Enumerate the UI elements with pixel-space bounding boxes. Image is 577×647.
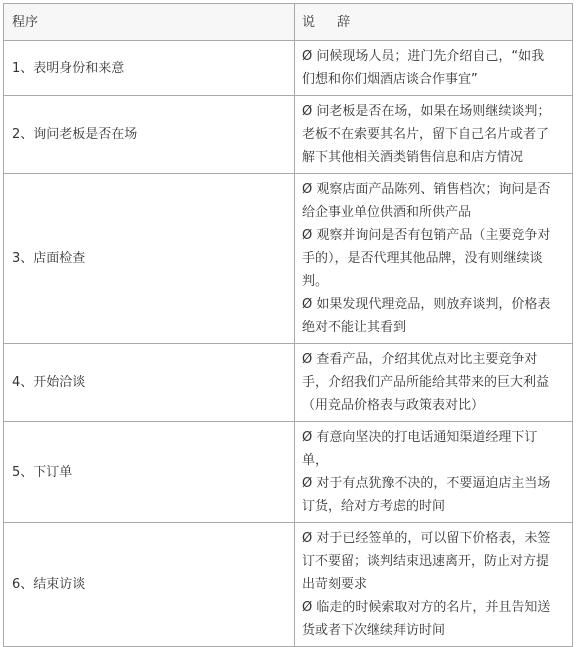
- script-line: 手，介绍我们产品所能给其带来的巨大利益: [302, 375, 550, 390]
- table-row: [4, 523, 573, 647]
- table-row: [4, 96, 573, 174]
- script-line: Ø 对于有点犹豫不决的，不要逼迫店主当场: [302, 476, 551, 491]
- procedure-cell: 3、店面检查: [4, 174, 295, 344]
- table-row: [4, 344, 573, 422]
- script-line: Ø 有意向坚决的打电话通知渠道经理下订: [302, 430, 538, 445]
- script-line: Ø 临走的时候索取对方的名片，并且告知送: [302, 600, 551, 615]
- script-line: Ø 观察并询问是否有包销产品（主要竞争对: [302, 228, 551, 243]
- table-header-row: [4, 4, 573, 41]
- script-line: 单，: [302, 453, 329, 468]
- script-line: 手的），是否代理其他品牌，没有则继续谈: [302, 251, 543, 266]
- script-line: Ø 问候现场人员；进门先介绍自己，“如我: [302, 49, 545, 64]
- table-row: [4, 41, 573, 96]
- script-cell: [295, 174, 573, 344]
- sales-visit-procedure-table: [3, 3, 573, 638]
- script-line: 订不要留；谈判结束迅速离开，防止对方提: [302, 554, 550, 569]
- script-line: Ø 观察店面产品陈列、销售档次；询问是否: [302, 182, 551, 197]
- table-row: [4, 174, 573, 344]
- script-line: 订货，给对方考虑的时间: [302, 499, 446, 514]
- procedure-cell: 4、开始洽谈: [4, 344, 295, 422]
- script-cell: [295, 344, 573, 422]
- script-line: 们想和你们烟酒店谈合作事宜”: [302, 72, 478, 87]
- script-cell: [295, 96, 573, 174]
- script-line: Ø 对于已经签单的，可以留下价格表，未签: [302, 531, 551, 546]
- table-body: [4, 41, 573, 647]
- script-line: （用竞品价格表与政策表对比）: [302, 398, 485, 413]
- script-line: Ø 如果发现代理竞品，则放弃谈判，价格表: [302, 297, 551, 312]
- script-line: 给企事业单位供酒和所供产品: [302, 205, 472, 220]
- procedure-cell: 2、询问老板是否在场: [4, 96, 295, 174]
- script-line: 货或者下次继续拜访时间: [302, 623, 446, 638]
- procedure-cell: 6、结束访谈: [4, 523, 295, 647]
- header-script: 说 辞: [295, 4, 573, 41]
- script-cell: [295, 422, 573, 523]
- script-cell: [295, 523, 573, 647]
- procedure-cell: 1、表明身份和来意: [4, 41, 295, 96]
- script-line: 解下其他相关酒类销售信息和店方情况: [302, 150, 524, 165]
- script-line: 老板不在索要其名片，留下自己名片或者了: [302, 127, 550, 142]
- header-procedure: 程序: [4, 4, 295, 41]
- script-line: 判。: [302, 274, 329, 289]
- script-cell: [295, 41, 573, 96]
- table-row: [4, 422, 573, 523]
- procedure-cell: 5、下订单: [4, 422, 295, 523]
- script-line: Ø 查看产品，介绍其优点对比主要竞争对: [302, 352, 538, 367]
- procedure-table: [3, 3, 573, 647]
- script-line: 出苛刻要求: [302, 577, 368, 592]
- script-line: Ø 问老板是否在场，如果在场则继续谈判；: [302, 104, 551, 119]
- script-line: 绝对不能让其看到: [302, 320, 407, 335]
